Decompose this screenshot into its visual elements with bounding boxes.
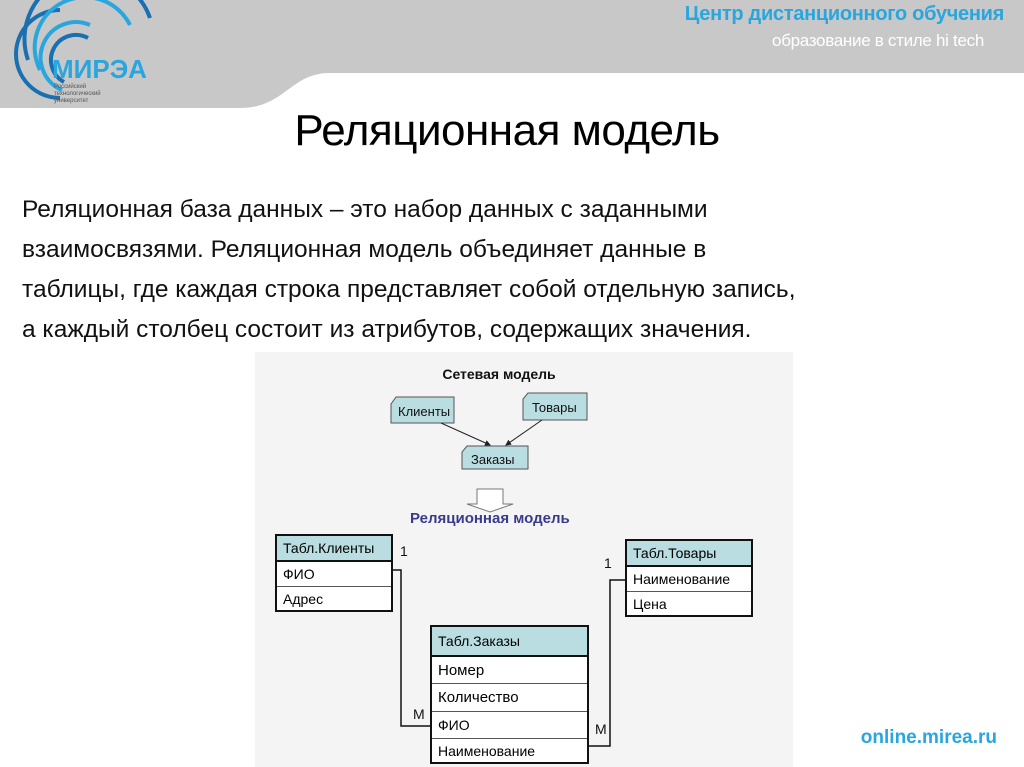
slide-title: Реляционная модель [294, 106, 720, 155]
table-orders [430, 625, 589, 764]
cardinality-one: 1 [604, 555, 612, 571]
logo-subtext: технологический [54, 91, 101, 97]
table-row: ФИО [277, 562, 391, 587]
center-title: Центр дистанционного обучения [684, 3, 1004, 25]
arrow-goods-orders [506, 420, 542, 445]
table-header: Табл.Товары [627, 541, 751, 567]
center-subtitle: образование в стиле hi tech [772, 31, 984, 50]
table-row: Наименование [438, 742, 536, 759]
node-clients: Клиенты [398, 404, 451, 419]
cardinality-many: M [413, 706, 425, 722]
network-title: Сетевая модель [442, 366, 556, 382]
down-arrow-icon [467, 489, 513, 512]
relational-title: Реляционная модель [410, 510, 570, 527]
cardinality-many: M [595, 721, 607, 737]
table-goods [625, 539, 753, 617]
link-clients-orders [392, 570, 430, 726]
paragraph-line: таблицы, где каждая строка представляет собой отдельную запись, [22, 276, 796, 303]
paragraph-line: Реляционная база данных – это набор данных с заданными [22, 196, 708, 223]
table-row: Количество [432, 684, 587, 712]
table-row: Номер [432, 657, 587, 684]
table-header: Табл.Заказы [432, 627, 587, 657]
node-goods: Товары [532, 400, 577, 415]
paragraph-line: взаимосвязями. Реляционная модель объединяет данные в [22, 236, 707, 263]
table-row: Цена [633, 596, 667, 612]
table-clients [275, 534, 393, 612]
paragraph [22, 190, 1012, 350]
table-header: Табл.Клиенты [277, 536, 391, 562]
model-diagram [255, 352, 793, 767]
node-orders: Заказы [471, 452, 515, 467]
paragraph-line: а каждый столбец состоит из атрибутов, содержащих значения. [22, 316, 752, 343]
logo-subtext: Российский [54, 84, 87, 90]
table-row: ФИО [432, 712, 587, 739]
table-row: Наименование [627, 567, 751, 592]
logo-text: МИРЭА [52, 54, 147, 84]
footer-url[interactable]: online.mirea.ru [860, 727, 997, 748]
logo-subtext: университет [54, 98, 89, 104]
arrow-clients-orders [441, 423, 490, 445]
cardinality-one: 1 [400, 543, 408, 559]
table-row: Адрес [283, 591, 324, 607]
